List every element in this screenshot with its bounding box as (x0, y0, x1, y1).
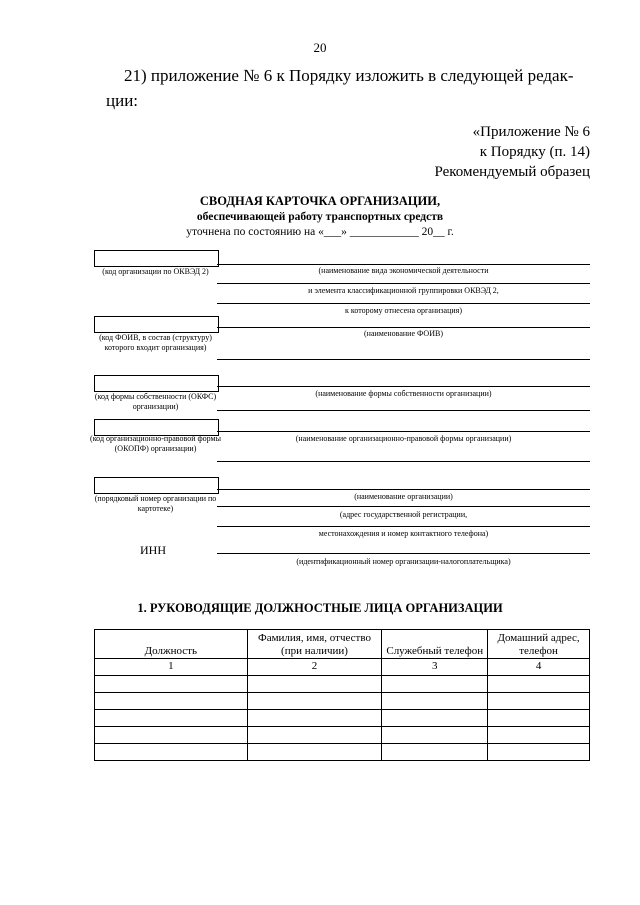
card-number-box[interactable] (94, 477, 219, 494)
foiv-extra-line[interactable] (217, 359, 590, 360)
table-row[interactable] (95, 727, 590, 744)
okved-name-line-1[interactable] (217, 264, 590, 265)
org-address-caption: (адрес государственной регистрации, (339, 510, 468, 519)
foiv-name-caption: (наименование ФОИВ) (364, 329, 443, 338)
annex-line-3: Рекомендуемый образец (434, 164, 590, 180)
form-date-line: уточнена по состоянию на «___» ____________ 20__ г. (186, 226, 454, 238)
org-name-caption: (наименование организации) (354, 492, 453, 501)
org-address-line[interactable] (217, 506, 590, 507)
form-title: СВОДНАЯ КАРТОЧКА ОРГАНИЗАЦИИ, (199, 194, 441, 208)
okved-name-caption-3: к которому отнесена организация) (344, 306, 463, 315)
okopf-extra-line[interactable] (217, 461, 590, 462)
officials-table (94, 629, 590, 761)
okopf-name-line[interactable] (217, 431, 590, 432)
annex-heading (400, 122, 590, 182)
inn-label: ИНН (140, 543, 166, 557)
okfs-extra-line[interactable] (217, 410, 590, 411)
org-name-line[interactable] (217, 489, 590, 490)
inn-line[interactable] (217, 553, 590, 554)
foiv-name-line[interactable] (217, 327, 590, 328)
okved-name-caption-1: (наименование вида экономической деятельности (318, 266, 489, 275)
org-location-line[interactable] (217, 526, 590, 527)
inn-caption: (идентификационный номер организации-налогоплательщика) (296, 557, 511, 566)
col-number-2: 2 (247, 659, 382, 676)
okfs-code-box[interactable] (94, 375, 219, 392)
table-row[interactable] (95, 676, 590, 693)
okopf-code-caption: (код организационно-правовой формы (ОКОПФ) организации) (90, 434, 221, 453)
col-home-address: Домашний адрес, телефон (488, 630, 590, 659)
table-number-row (95, 659, 590, 676)
col-number-4: 4 (488, 659, 590, 676)
okved-name-line-3[interactable] (217, 303, 590, 304)
col-number-3: 3 (382, 659, 488, 676)
okved-code-box[interactable] (94, 250, 219, 267)
okfs-name-caption: (наименование формы собственности организации) (315, 389, 492, 398)
okved-name-caption-2: и элемента классификационной группировки ОКВЭД 2, (308, 286, 499, 295)
intro-paragraph (106, 63, 591, 113)
okfs-code-caption: (код формы собственности (ОКФС) организации) (94, 392, 217, 411)
table-header-row (95, 630, 590, 659)
page-number: 20 (313, 40, 327, 55)
table-row[interactable] (95, 693, 590, 710)
table-row[interactable] (95, 710, 590, 727)
org-location-caption: местонахождения и номер контактного телефона) (318, 529, 489, 538)
card-number-caption: (порядковый номер организации по картотеке) (94, 494, 217, 513)
form-subtitle: обеспечивающей работу транспортных средств (196, 211, 444, 223)
okved-name-line-2[interactable] (217, 283, 590, 284)
okved-code-caption: (код организации по ОКВЭД 2) (102, 267, 209, 276)
foiv-code-box[interactable] (94, 316, 219, 333)
col-work-phone: Служебный телефон (382, 630, 488, 659)
col-number-1: 1 (95, 659, 248, 676)
col-full-name: Фамилия, имя, отчество (при наличии) (247, 630, 382, 659)
foiv-code-caption: (код ФОИВ, в состав (структуру) которого входит организация) (99, 333, 212, 352)
okopf-name-caption: (наименование организационно-правовой формы организации) (295, 434, 512, 443)
col-position: Должность (95, 630, 248, 659)
intro-line-2: ции: (106, 91, 139, 110)
intro-line-1: 21) приложение № 6 к Порядку изложить в следующей редак- (124, 66, 574, 85)
annex-line-2: к Порядку (п. 14) (479, 144, 590, 160)
okfs-name-line[interactable] (217, 386, 590, 387)
section-1-title: 1. РУКОВОДЯЩИЕ ДОЛЖНОСТНЫЕ ЛИЦА ОРГАНИЗАЦИИ (137, 601, 503, 615)
annex-line-1: «Приложение № 6 (472, 124, 590, 140)
table-row[interactable] (95, 744, 590, 761)
